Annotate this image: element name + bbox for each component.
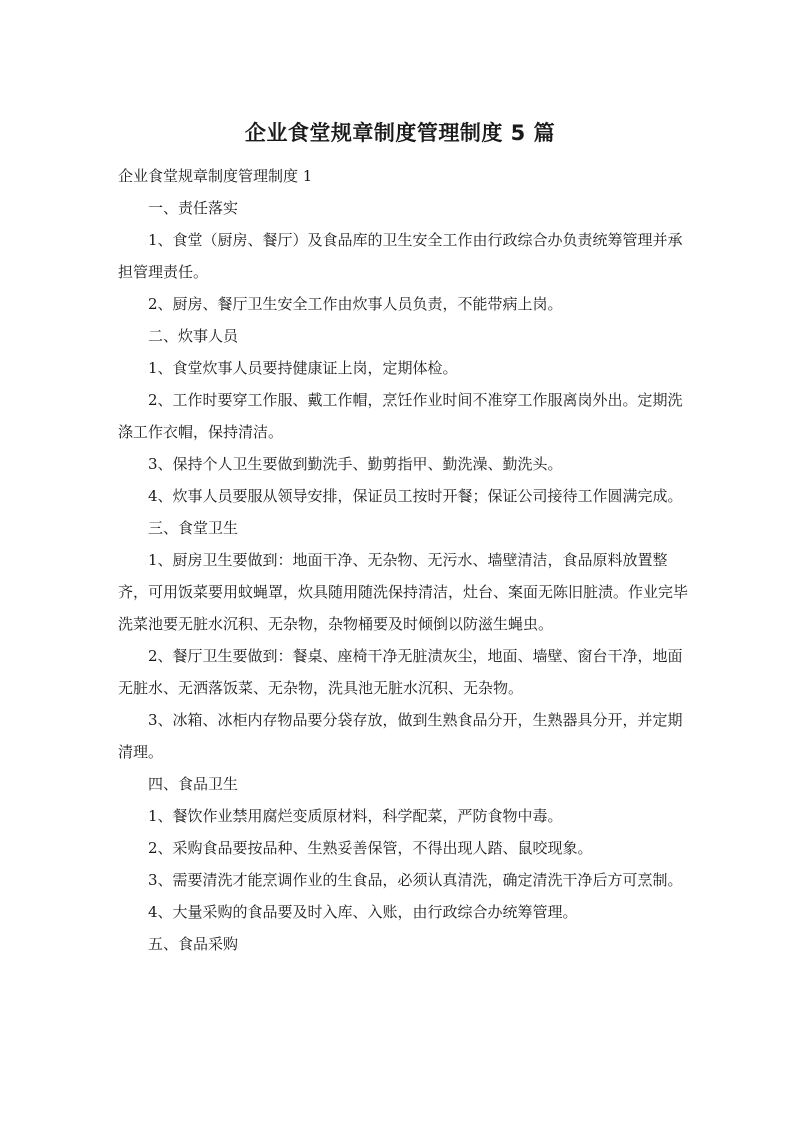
paragraph: 1、餐饮作业禁用腐烂变质原材料，科学配菜，严防食物中毒。: [148, 807, 563, 825]
section-subtitle: 企业食堂规章制度管理制度 1: [118, 167, 313, 185]
document-title: 企业食堂规章制度管理制度 5 篇: [244, 121, 556, 145]
paragraph: 1、厨房卫生要做到：地面干净、无杂物、无污水、墙壁清洁，食品原料放置整齐，可用饭菜要用蚊蝇罩，炊具随用随洗保持清洁，灶台、案面无陈旧脏渍。作业完毕洗菜池要无脏水沉积、无杂物，杂物桶要及时倾倒以防滋生蝇虫。: [118, 551, 689, 633]
paragraph: 2、厨房、餐厅卫生安全工作由炊事人员负责，不能带病上岗。: [148, 295, 563, 313]
paragraph: 1、食堂炊事人员要持健康证上岗，定期体检。: [148, 359, 458, 377]
heading-food-hygiene: 四、食品卫生: [148, 775, 239, 793]
heading-canteen-hygiene: 三、食堂卫生: [148, 519, 239, 537]
paragraph: 3、冰箱、冰柜内存物品要分袋存放，做到生熟食品分开，生熟器具分开，并定期清理。: [118, 711, 683, 761]
paragraph: 1、食堂（厨房、餐厅）及食品库的卫生安全工作由行政综合办负责统筹管理并承担管理责任。: [118, 231, 683, 281]
paragraph: 4、炊事人员要服从领导安排，保证员工按时开餐；保证公司接待工作圆满完成。: [148, 487, 683, 505]
heading-food-purchasing: 五、食品采购: [148, 935, 239, 953]
paragraph: 3、保持个人卫生要做到勤洗手、勤剪指甲、勤洗澡、勤洗头。: [148, 455, 563, 473]
paragraph: 3、需要清洗才能烹调作业的生食品，必须认真清洗，确定清洗干净后方可烹制。: [148, 871, 683, 889]
paragraph: 2、餐厅卫生要做到：餐桌、座椅干净无脏渍灰尘，地面、墙壁、窗台干净，地面无脏水、无洒落饭菜、无杂物，洗具池无脏水沉积、无杂物。: [118, 647, 683, 697]
paragraph: 4、大量采购的食品要及时入库、入账，由行政综合办统筹管理。: [148, 903, 578, 921]
paragraph: 2、采购食品要按品种、生熟妥善保管，不得出现人踏、鼠咬现象。: [148, 839, 593, 857]
paragraph: 2、工作时要穿工作服、戴工作帽，烹饪作业时间不准穿工作服离岗外出。定期洗涤工作衣帽，保持清洁。: [118, 391, 683, 441]
document-body: [118, 160, 688, 960]
heading-responsibility: 一、责任落实: [148, 199, 239, 217]
heading-cooks: 二、炊事人员: [148, 327, 239, 345]
